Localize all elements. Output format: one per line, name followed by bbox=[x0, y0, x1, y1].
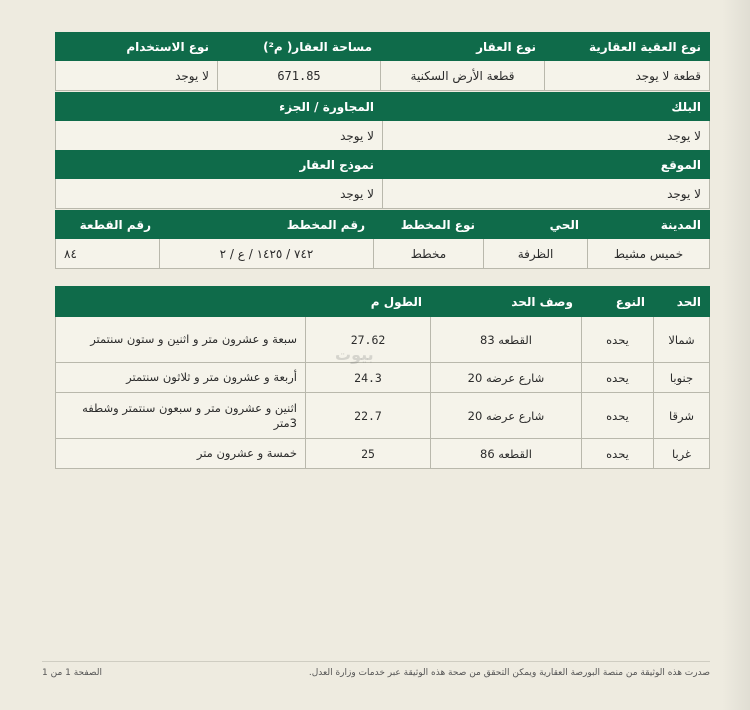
header-plot-number: رقم القطعة bbox=[56, 211, 160, 239]
row-length: 24.3 bbox=[306, 363, 431, 393]
value-location: لا يوجد bbox=[383, 179, 710, 209]
header-location: الموقع bbox=[383, 151, 710, 179]
row-length-text: خمسة و عشرون متر bbox=[56, 439, 306, 469]
value-plan-number: ٧٤٢ / ١٤٢٥ / ع / ٢ bbox=[160, 239, 374, 269]
table-row bbox=[56, 439, 710, 469]
row-length-text: سبعة و عشرون متر و اثنين و ستون سنتمتر bbox=[56, 317, 306, 363]
header-property-model: نموذج العقار bbox=[56, 151, 383, 179]
value-plot-number: ٨٤ bbox=[56, 239, 160, 269]
header-boundary-description: وصف الحد bbox=[431, 287, 582, 317]
value-property-area: 671.85 bbox=[218, 61, 381, 91]
value-usage-type: لا يوجد bbox=[56, 61, 218, 91]
header-boundary-side: الحد bbox=[654, 287, 710, 317]
plan-table bbox=[55, 210, 710, 269]
table-row bbox=[56, 363, 710, 393]
watermark: بيوت bbox=[335, 345, 374, 364]
row-side: شرقا bbox=[654, 393, 710, 439]
boundaries-table bbox=[55, 286, 710, 469]
page-edge-shadow bbox=[722, 0, 750, 710]
row-type: يحده bbox=[582, 317, 654, 363]
row-length: 27.62 bbox=[306, 317, 431, 363]
row-description: القطعه 86 bbox=[431, 439, 582, 469]
header-plan-type: نوع المخطط bbox=[374, 211, 484, 239]
row-length: 25 bbox=[306, 439, 431, 469]
location-table bbox=[55, 150, 710, 209]
header-plan-number: رقم المخطط bbox=[160, 211, 374, 239]
header-property-type: نوع العقار bbox=[381, 33, 545, 61]
row-side: شمالا bbox=[654, 317, 710, 363]
header-block: البلك bbox=[383, 93, 710, 121]
footer-divider bbox=[42, 661, 710, 662]
row-type: يحده bbox=[582, 393, 654, 439]
page-number: الصفحة 1 من 1 bbox=[42, 668, 102, 678]
value-property-type: قطعة الأرض السكنية bbox=[381, 61, 545, 91]
value-district: الظرفة bbox=[484, 239, 588, 269]
header-boundary-type: النوع bbox=[582, 287, 654, 317]
value-deed-type: قطعة لا يوجد bbox=[545, 61, 710, 91]
row-side: جنوبا bbox=[654, 363, 710, 393]
row-description: شارع عرضه 20 bbox=[431, 393, 582, 439]
row-type: يحده bbox=[582, 363, 654, 393]
header-neighborhood-part: المجاورة / الجزء bbox=[56, 93, 383, 121]
table-row bbox=[56, 317, 710, 363]
header-length: الطول م bbox=[56, 287, 431, 317]
row-length: 22.7 bbox=[306, 393, 431, 439]
value-plan-type: مخطط bbox=[374, 239, 484, 269]
row-length-text: اثنين و عشرون متر و سبعون سنتمتر وشطفه 3متر bbox=[56, 393, 306, 439]
footer-note: صدرت هذه الوثيقة من منصة البورصة العقارية ويمكن التحقق من صحة هذه الوثيقة عبر خدمات وزارة العدل. bbox=[308, 668, 710, 678]
header-property-area: مساحة العقار( م²) bbox=[218, 33, 381, 61]
header-deed-type: نوع العقية العقارية bbox=[545, 33, 710, 61]
header-usage-type: نوع الاستخدام bbox=[56, 33, 218, 61]
value-neighborhood-part: لا يوجد bbox=[56, 121, 383, 151]
header-district: الحي bbox=[484, 211, 588, 239]
value-block: لا يوجد bbox=[383, 121, 710, 151]
row-side: غربا bbox=[654, 439, 710, 469]
header-city: المدينة bbox=[588, 211, 710, 239]
row-type: يحده bbox=[582, 439, 654, 469]
value-city: خميس مشيط bbox=[588, 239, 710, 269]
row-description: القطعه 83 bbox=[431, 317, 582, 363]
value-property-model: لا يوجد bbox=[56, 179, 383, 209]
property-info-table bbox=[55, 32, 710, 91]
row-description: شارع عرضه 20 bbox=[431, 363, 582, 393]
block-table bbox=[55, 92, 710, 151]
row-length-text: أربعة و عشرون متر و ثلاثون سنتمتر bbox=[56, 363, 306, 393]
table-row bbox=[56, 393, 710, 439]
